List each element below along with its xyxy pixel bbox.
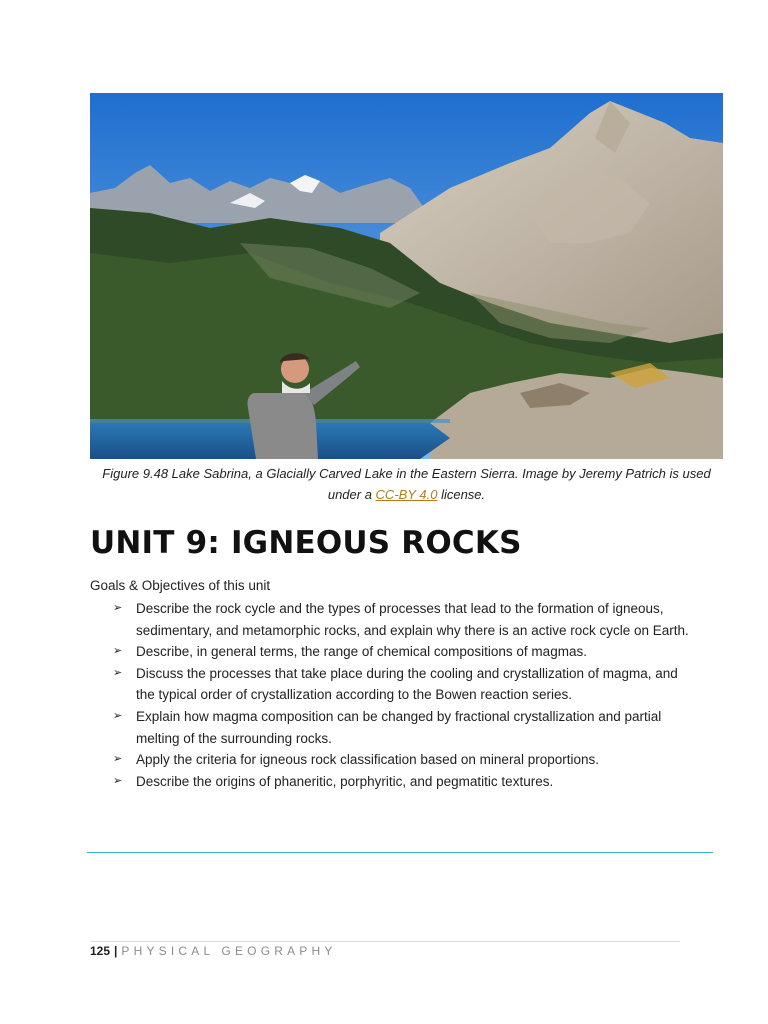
goals-heading: Goals & Objectives of this unit — [90, 578, 271, 593]
objective-item — [110, 749, 690, 771]
objective-item — [110, 598, 690, 641]
landscape-photo-icon — [90, 93, 723, 459]
footer-separator: | — [114, 944, 118, 958]
objective-text: Describe the rock cycle and the types of processes that lead to the formation of igneous, sedimentary, and metamorphic rocks, and explain why there is an active rock cycle on Earth. — [136, 601, 689, 638]
section-divider — [87, 852, 713, 853]
unit-title: UNIT 9: IGNEOUS ROCKS — [90, 525, 522, 561]
page-footer — [90, 944, 337, 958]
objective-text: Describe, in general terms, the range of chemical compositions of magmas. — [136, 644, 587, 660]
footer-rule — [90, 941, 680, 942]
book-title: PHYSICAL GEOGRAPHY — [121, 944, 337, 958]
objective-item — [110, 771, 690, 793]
objective-text: Apply the criteria for igneous rock classification based on mineral proportions. — [136, 752, 599, 768]
arrow-bullet-icon: ➢ — [113, 602, 123, 614]
objective-text: Discuss the processes that take place during the cooling and crystallization of magma, and the typical order of crystallization according to the Bowen reaction series. — [136, 665, 678, 703]
objective-item — [110, 663, 690, 706]
figure-photo — [90, 93, 723, 459]
page-number: 125 — [90, 944, 111, 958]
objective-text: Describe the origins of phaneritic, porphyritic, and pegmatitic textures. — [136, 773, 554, 789]
objectives-list — [110, 598, 690, 792]
figure-caption — [90, 463, 723, 505]
arrow-bullet-icon: ➢ — [113, 666, 123, 679]
license-link[interactable]: CC-BY 4.0 — [375, 487, 438, 502]
objective-item — [110, 641, 690, 663]
arrow-bullet-icon: ➢ — [113, 774, 123, 787]
arrow-bullet-icon: ➢ — [113, 645, 123, 658]
caption-text: Figure 9.48 Lake Sabrina, a Glacially Carved Lake in the Eastern Sierra. Image by Jeremy Patrich is used under a — [102, 466, 711, 502]
caption-suffix: license. — [437, 487, 486, 502]
arrow-bullet-icon: ➢ — [113, 753, 123, 766]
arrow-bullet-icon: ➢ — [113, 709, 123, 722]
objective-item — [110, 706, 690, 749]
objective-text: Explain how magma composition can be changed by fractional crystallization and partial melting of the surrounding rocks. — [136, 708, 662, 746]
